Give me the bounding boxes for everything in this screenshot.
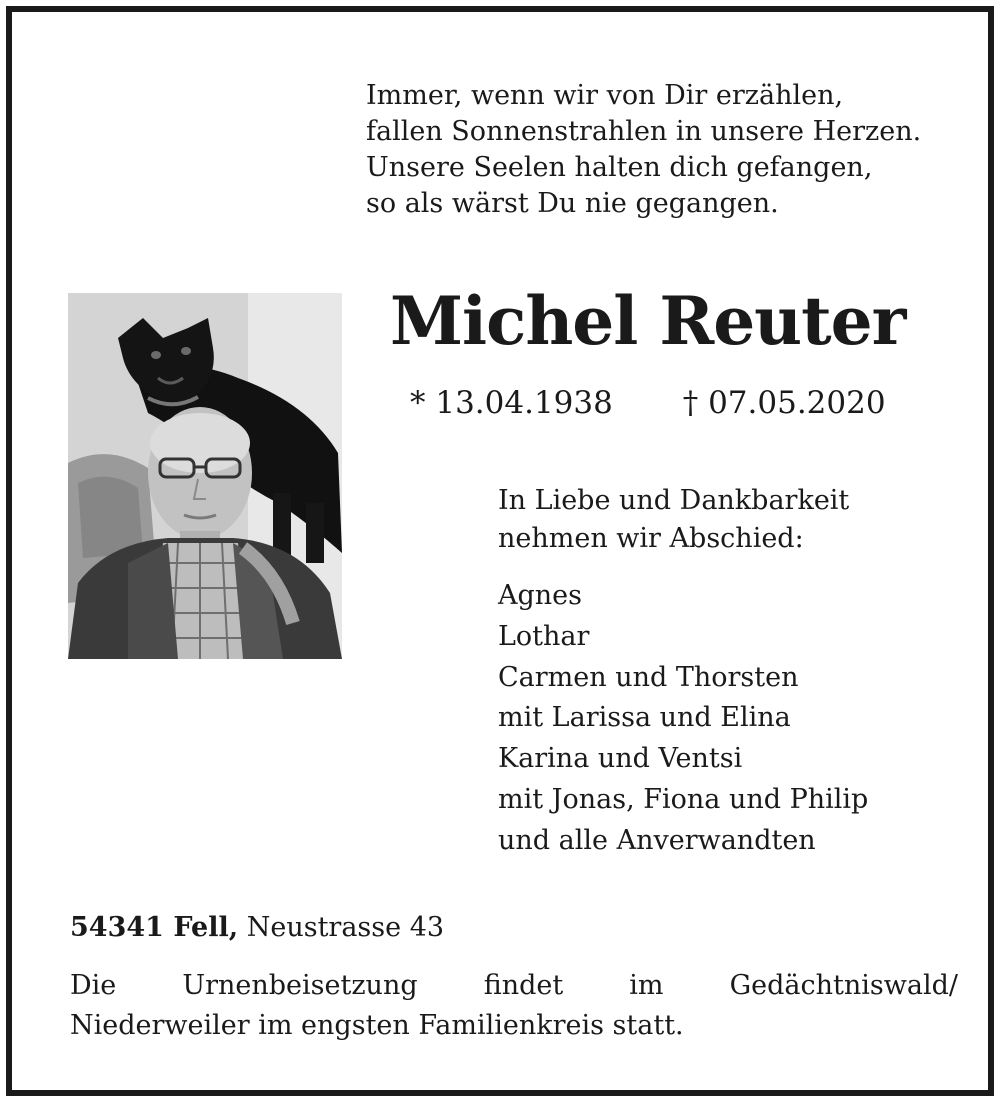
mourner-item: Carmen und Thorsten [498, 661, 799, 693]
address-city: 54341 Fell, [70, 912, 239, 943]
poem-line: Unsere Seelen halten dich gefangen, [366, 152, 873, 183]
burial-line: Niederweiler im engsten Familienkreis statt. [70, 1010, 684, 1041]
poem-line: fallen Sonnenstrahlen in unsere Herzen. [366, 116, 922, 147]
poem-line: Immer, wenn wir von Dir erzählen, [366, 80, 844, 111]
portrait-photo [68, 293, 342, 659]
poem [366, 78, 921, 222]
farewell-line: In Liebe und Dankbarkeit [498, 485, 850, 516]
mourner-item: mit Jonas, Fiona und Philip [498, 783, 869, 815]
mourner-item: mit Larissa und Elina [498, 702, 791, 734]
burial-line: Die Urnenbeisetzung findet im Gedächtniswald/ [70, 970, 958, 1001]
mourner-item: und alle Anverwandten [498, 824, 816, 856]
address-street: Neustrasse 43 [246, 912, 445, 943]
burial-notice [70, 966, 958, 1046]
farewell-text [498, 482, 849, 558]
portrait-illustration [68, 293, 342, 659]
birth-date: * 13.04.1938 [410, 385, 613, 421]
mourner-item: Agnes [498, 580, 583, 611]
mourners-list [498, 576, 868, 862]
poem-line: so als wärst Du nie gegangen. [366, 188, 779, 219]
death-date: † 07.05.2020 [682, 385, 886, 421]
obituary-frame [6, 6, 994, 1096]
life-dates [410, 385, 886, 421]
address [70, 912, 444, 943]
mourner-item: Lothar [498, 620, 590, 652]
farewell-line: nehmen wir Abschied: [498, 523, 804, 554]
mourner-item: Karina und Ventsi [498, 743, 743, 775]
deceased-name: Michel Reuter [390, 282, 906, 360]
